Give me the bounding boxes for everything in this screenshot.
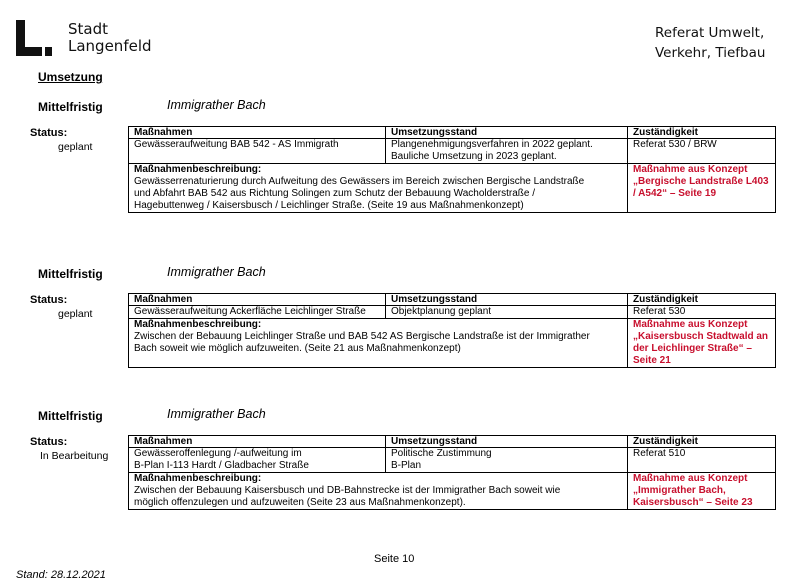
header-measures: Maßnahmen: [129, 436, 386, 448]
description-line: Gewässerrenaturierung durch Aufweitung des Gewässers im Bereich zwischen Bergische Landstraße: [134, 176, 585, 187]
water-body-name: Immigrather Bach: [167, 407, 266, 421]
document-date: Stand: 28.12.2021: [16, 569, 106, 581]
logo-line-2: Langenfeld: [68, 37, 152, 55]
header-implementation: Umsetzungsstand: [386, 436, 628, 448]
description-row: [129, 319, 776, 368]
responsibility-cell: [628, 448, 776, 473]
status-label: Status:: [30, 436, 68, 448]
status-label: Status:: [30, 294, 68, 306]
water-body-name: Immigrather Bach: [167, 98, 266, 112]
concept-line: der Leichlinger Straße“ –: [633, 343, 752, 354]
header-responsibility: Zuständigkeit: [628, 127, 776, 139]
measure-block: [0, 409, 800, 549]
concept-line: Maßnahme aus Konzept: [633, 473, 748, 484]
concept-reference: [628, 319, 776, 368]
description-title: Maßnahmenbeschreibung:: [134, 164, 262, 175]
table-header-row: [129, 294, 776, 306]
description-row: [129, 473, 776, 510]
city-logo-mark: [16, 20, 52, 56]
department-line-1: Referat Umwelt,: [655, 25, 765, 41]
measure-block: [0, 267, 800, 407]
timeframe-label: Mittelfristig: [38, 100, 103, 114]
measure-block: [0, 100, 800, 240]
concept-line: Maßnahme aus Konzept: [633, 164, 748, 175]
description-title: Maßnahmenbeschreibung:: [134, 319, 262, 330]
measure-cell: [129, 139, 386, 164]
concept-line: „Immigrather Bach,: [633, 485, 726, 496]
logo-line-1: Stadt: [68, 20, 108, 38]
measure-cell: [129, 306, 386, 319]
measure-line: Gewässeraufweitung BAB 542 - AS Immigrath: [134, 139, 339, 150]
table-header-row: [129, 127, 776, 139]
responsibility-value: Referat 530: [633, 306, 686, 317]
header-responsibility: Zuständigkeit: [628, 294, 776, 306]
responsibility-cell: [628, 139, 776, 164]
description-cell: [129, 473, 628, 510]
measure-row: [129, 306, 776, 319]
concept-line: Kaisersbusch“ – Seite 23: [633, 497, 753, 508]
status-label: Status:: [30, 127, 68, 139]
header-implementation: Umsetzungsstand: [386, 127, 628, 139]
status-value: In Bearbeitung: [40, 450, 109, 462]
concept-line: „Bergische Landstraße L403: [633, 176, 769, 187]
responsibility-cell: [628, 306, 776, 319]
measure-cell: [129, 448, 386, 473]
description-line: Hagebuttenweg / Kaisersbusch / Leichlinger Straße. (Seite 19 aus Maßnahmenkonzept): [134, 200, 524, 211]
city-logo: [16, 20, 186, 56]
concept-reference: [628, 164, 776, 213]
description-line: möglich offenzulegen und aufzuweiten (Seite 23 aus Maßnahmenkonzept).: [134, 497, 466, 508]
timeframe-label: Mittelfristig: [38, 267, 103, 281]
concept-line: Maßnahme aus Konzept: [633, 319, 748, 330]
measures-table: [128, 126, 776, 213]
description-cell: [129, 164, 628, 213]
water-body-name: Immigrather Bach: [167, 265, 266, 279]
table-header-row: [129, 436, 776, 448]
department-line-2: Verkehr, Tiefbau: [655, 45, 766, 61]
description-line: Zwischen der Bebauung Kaisersbusch und DB-Bahnstrecke ist der Immigrather Bach soweit wie: [134, 485, 561, 496]
implementation-cell: [386, 306, 628, 319]
implementation-line: Objektplanung geplant: [391, 306, 492, 317]
concept-reference: [628, 473, 776, 510]
description-line: Zwischen der Bebauung Leichlinger Straße und BAB 542 AS Bergische Landstraße ist der Immigrather: [134, 331, 590, 342]
implementation-line: Plangenehmigungsverfahren in 2022 geplant.: [391, 139, 593, 150]
header-measures: Maßnahmen: [129, 127, 386, 139]
description-row: [129, 164, 776, 213]
description-cell: [129, 319, 628, 368]
description-line: und Abfahrt BAB 542 aus Richtung Solingen zum Schutz der Bebauung Wacholderstraße /: [134, 188, 535, 199]
implementation-cell: [386, 448, 628, 473]
measure-line: B-Plan I-113 Hardt / Gladbacher Straße: [134, 460, 309, 471]
department-name: [655, 23, 765, 63]
measures-table: [128, 435, 776, 510]
timeframe-label: Mittelfristig: [38, 409, 103, 423]
section-heading: Umsetzung: [38, 70, 103, 84]
responsibility-value: Referat 530 / BRW: [633, 139, 717, 150]
description-line: Bach soweit wie möglich aufzuweiten. (Seite 21 aus Maßnahmenkonzept): [134, 343, 461, 354]
implementation-line: Politische Zustimmung: [391, 448, 492, 459]
header-measures: Maßnahmen: [129, 294, 386, 306]
measure-line: Gewässeraufweitung Ackerfläche Leichlinger Straße: [134, 306, 366, 317]
responsibility-value: Referat 510: [633, 448, 686, 459]
measure-line: Gewässeroffenlegung /-aufweitung im: [134, 448, 302, 459]
implementation-cell: [386, 139, 628, 164]
measure-row: [129, 139, 776, 164]
concept-line: „Kaisersbusch Stadtwald an: [633, 331, 769, 342]
measure-row: [129, 448, 776, 473]
header-responsibility: Zuständigkeit: [628, 436, 776, 448]
implementation-line: Bauliche Umsetzung in 2023 geplant.: [391, 151, 557, 162]
city-logo-text: [68, 21, 152, 55]
concept-line: / A542“ – Seite 19: [633, 188, 717, 199]
status-value: geplant: [58, 141, 93, 153]
page-number: Seite 10: [374, 553, 415, 565]
status-value: geplant: [58, 308, 93, 320]
header-implementation: Umsetzungsstand: [386, 294, 628, 306]
implementation-line: B-Plan: [391, 460, 422, 471]
description-title: Maßnahmenbeschreibung:: [134, 473, 262, 484]
concept-line: Seite 21: [633, 355, 671, 366]
measures-table: [128, 293, 776, 368]
